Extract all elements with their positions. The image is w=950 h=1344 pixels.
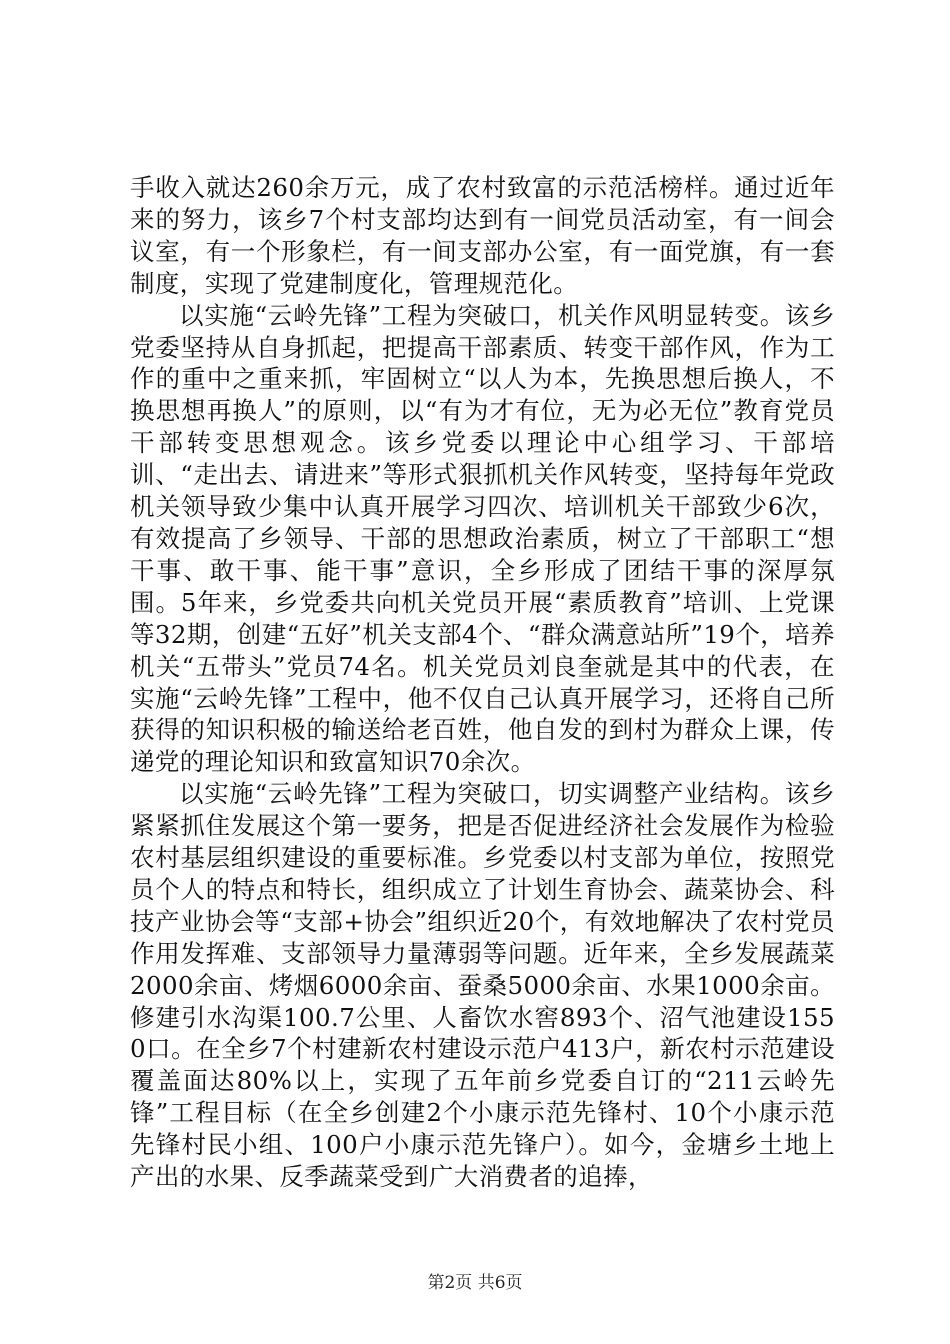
paragraph-3: 以实施“云岭先锋”工程为突破口，切实调整产业结构。该乡紧紧抓住发展这个第一要务，把是否促进经济社会发展作为检验农村基层组织建设的重要标准。乡党委以村支部为单位，按照党员个人的特点和特长，组织成立了计划生育协会、蔬菜协会、科技产业协会等“支部+协会”组织近20个，有效地解决了农村党员作用发挥难、支部领导力量薄弱等问题。近年来，全乡发展蔬菜2000余亩、烤烟6000余亩、蚕桑5000余亩、水果1000余亩。修建引水沟渠100.7公里、人畜饮水窖893个、沼气池建设1550口。在全乡7个村建新农村建设示范户413户，新农村示范建设覆盖面达80%以上，实现了五年前乡党委自订的“211云岭先锋”工程目标（在全乡创建2个小康示范先锋村、10个小康示范先锋村民小组、100户小康示范先锋户）。如今，金塘乡土地上产出的水果、反季蔬菜受到广大消费者的追捧， (130, 779, 835, 1192)
document-body (130, 172, 835, 1193)
paragraph-1: 手收入就达260余万元，成了农村致富的示范活榜样。通过近年来的努力，该乡7个村支部均达到有一间党员活动室，有一间会议室，有一个形象栏，有一间支部办公室，有一面党旗，有一套制度，实现了党建制度化，管理规范化。 (130, 173, 835, 298)
page-number-footer: 第2页 共6页 (427, 1273, 523, 1293)
paragraph-2: 以实施“云岭先锋”工程为突破口，机关作风明显转变。该乡党委坚持从自身抓起，把提高干部素质、转变干部作风，作为工作的重中之重来抓，牢固树立“以人为本，先换思想后换人，不换思想再换人”的原则，以“有为才有位，无为必无位”教育党员干部转变思想观念。该乡党委以理论中心组学习、干部培训、“走出去、请进来”等形式狠抓机关作风转变，坚持每年党政机关领导致少集中认真开展学习四次、培训机关干部致少6次，有效提高了乡领导、干部的思想政治素质，树立了干部职工“想干事、敢干事、能干事”意识，全乡形成了团结干事的深厚氛围。5年来，乡党委共向机关党员开展“素质教育”培训、上党课等32期，创建“五好”机关支部4个、“群众满意站所”19个，培养机关“五带头”党员74名。机关党员刘良奎就是其中的代表，在实施“云岭先锋”工程中，他不仅自己认真开展学习，还将自己所获得的知识积极的输送给老百姓，他自发的到村为群众上课，传递党的理论知识和致富知识70余次。 (130, 300, 835, 777)
